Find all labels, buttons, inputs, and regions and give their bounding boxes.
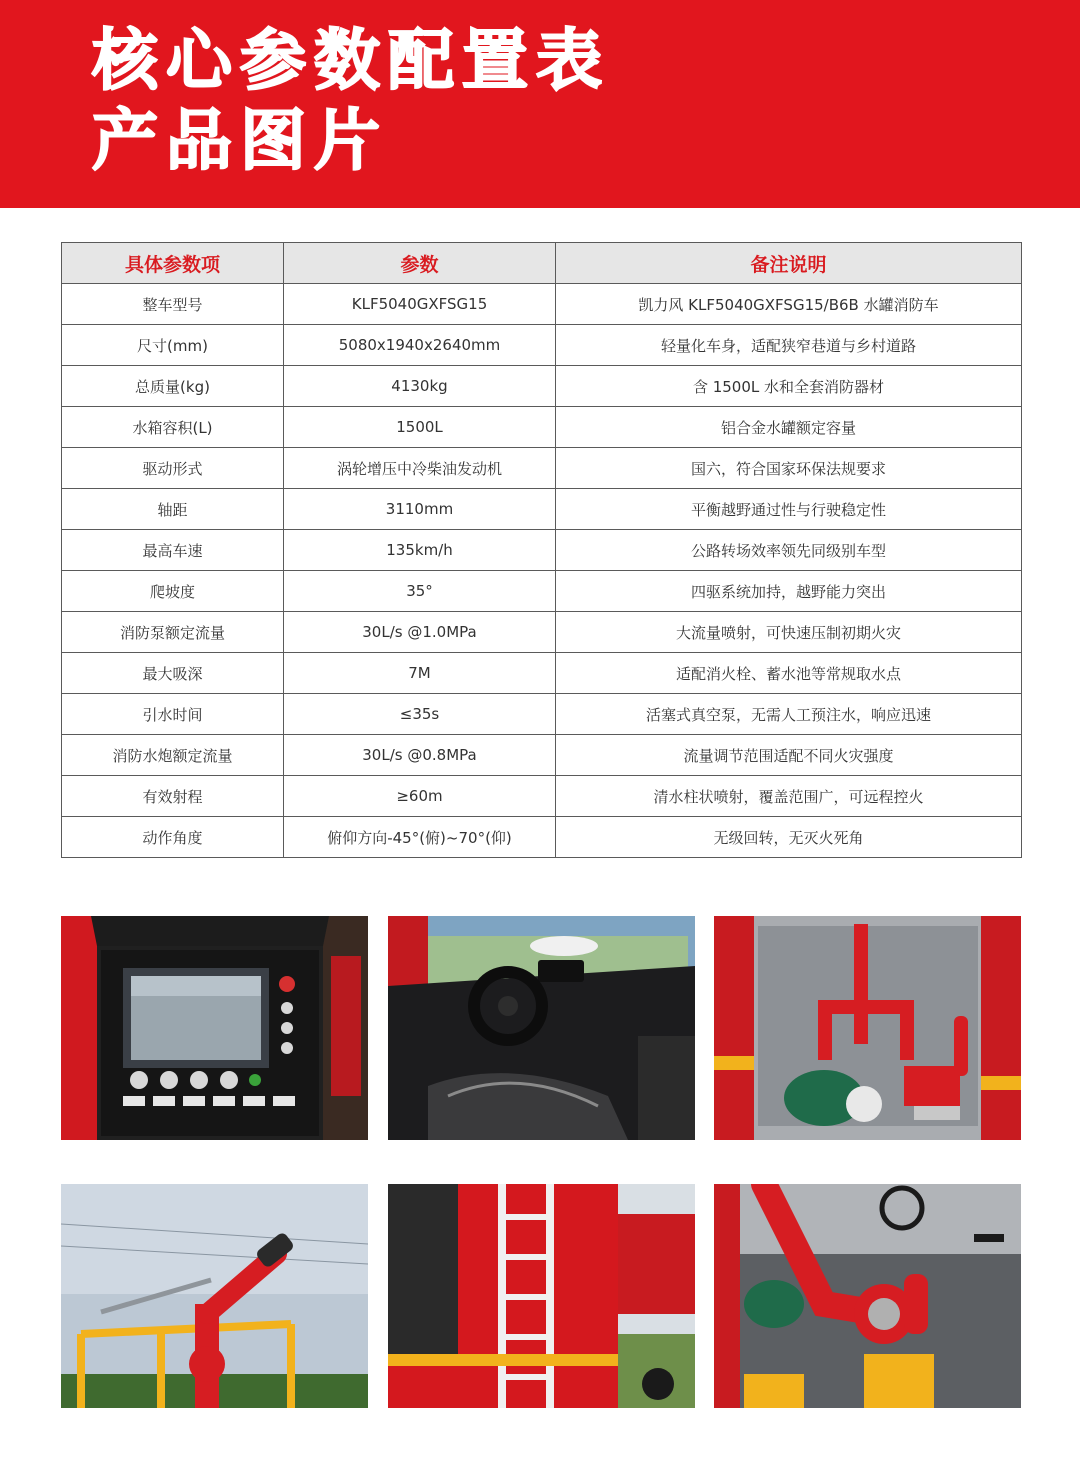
param-remark: 适配消火栓、蓄水池等常规取水点	[556, 653, 1022, 694]
param-remark: 国六，符合国家环保法规要求	[556, 448, 1022, 489]
param-value: 1500L	[284, 407, 556, 448]
param-name: 尺寸(mm)	[62, 325, 284, 366]
table-row	[62, 776, 1022, 817]
param-value: 30L/s @1.0MPa	[284, 612, 556, 653]
header-remarks: 备注说明	[556, 243, 1022, 284]
param-remark: 平衡越野通过性与行驶稳定性	[556, 489, 1022, 530]
table-row	[62, 694, 1022, 735]
param-remark: 凯力风 KLF5040GXFSG15/B6B 水罐消防车	[556, 284, 1022, 325]
param-value: 30L/s @0.8MPa	[284, 735, 556, 776]
photo-control-panel	[61, 916, 368, 1140]
param-remark: 无级回转，无灭火死角	[556, 817, 1022, 858]
param-name: 水箱容积(L)	[62, 407, 284, 448]
table-header-row	[62, 243, 1022, 284]
param-remark: 清水柱状喷射，覆盖范围广，可远程控火	[556, 776, 1022, 817]
param-value: 涡轮增压中冷柴油发动机	[284, 448, 556, 489]
page-subtitle: 产品图片	[92, 102, 388, 179]
param-remark: 大流量喷射，可快速压制初期火灾	[556, 612, 1022, 653]
table-row	[62, 817, 1022, 858]
param-value: 3110mm	[284, 489, 556, 530]
photo-rear-ladder	[388, 1184, 695, 1408]
table-row	[62, 735, 1022, 776]
param-value: 7M	[284, 653, 556, 694]
param-name: 有效射程	[62, 776, 284, 817]
param-name: 引水时间	[62, 694, 284, 735]
param-value: 4130kg	[284, 366, 556, 407]
page-title: 核心参数配置表	[92, 22, 610, 99]
table-row	[62, 612, 1022, 653]
table-row	[62, 448, 1022, 489]
param-value: 35°	[284, 571, 556, 612]
param-name: 轴距	[62, 489, 284, 530]
header-banner	[0, 0, 1080, 208]
param-value: ≥60m	[284, 776, 556, 817]
table-row	[62, 407, 1022, 448]
param-name: 整车型号	[62, 284, 284, 325]
param-remark: 铝合金水罐额定容量	[556, 407, 1022, 448]
photo-water-cannon	[61, 1184, 368, 1408]
param-value: 5080x1940x2640mm	[284, 325, 556, 366]
header-param-item: 具体参数项	[62, 243, 284, 284]
param-value: ≤35s	[284, 694, 556, 735]
photo-cab-interior	[388, 916, 695, 1140]
param-value: 俯仰方向-45°(俯)~70°(仰)	[284, 817, 556, 858]
param-remark: 含 1500L 水和全套消防器材	[556, 366, 1022, 407]
param-remark: 活塞式真空泵，无需人工预注水，响应迅速	[556, 694, 1022, 735]
param-name: 爬坡度	[62, 571, 284, 612]
param-remark: 流量调节范围适配不同火灾强度	[556, 735, 1022, 776]
param-value: 135km/h	[284, 530, 556, 571]
table-row	[62, 284, 1022, 325]
table-row	[62, 489, 1022, 530]
param-name: 最大吸深	[62, 653, 284, 694]
table-row	[62, 325, 1022, 366]
param-remark: 轻量化车身，适配狭窄巷道与乡村道路	[556, 325, 1022, 366]
param-name: 最高车速	[62, 530, 284, 571]
photo-pump-room	[714, 916, 1021, 1140]
table-row	[62, 530, 1022, 571]
param-name: 总质量(kg)	[62, 366, 284, 407]
param-name: 消防水炮额定流量	[62, 735, 284, 776]
table-row	[62, 653, 1022, 694]
param-name: 驱动形式	[62, 448, 284, 489]
param-name: 消防泵额定流量	[62, 612, 284, 653]
param-remark: 四驱系统加持，越野能力突出	[556, 571, 1022, 612]
table-row	[62, 571, 1022, 612]
photo-pump-suction	[714, 1184, 1021, 1408]
spec-table	[61, 242, 1022, 858]
param-remark: 公路转场效率领先同级别车型	[556, 530, 1022, 571]
header-param-value: 参数	[284, 243, 556, 284]
param-value: KLF5040GXFSG15	[284, 284, 556, 325]
table-row	[62, 366, 1022, 407]
param-name: 动作角度	[62, 817, 284, 858]
